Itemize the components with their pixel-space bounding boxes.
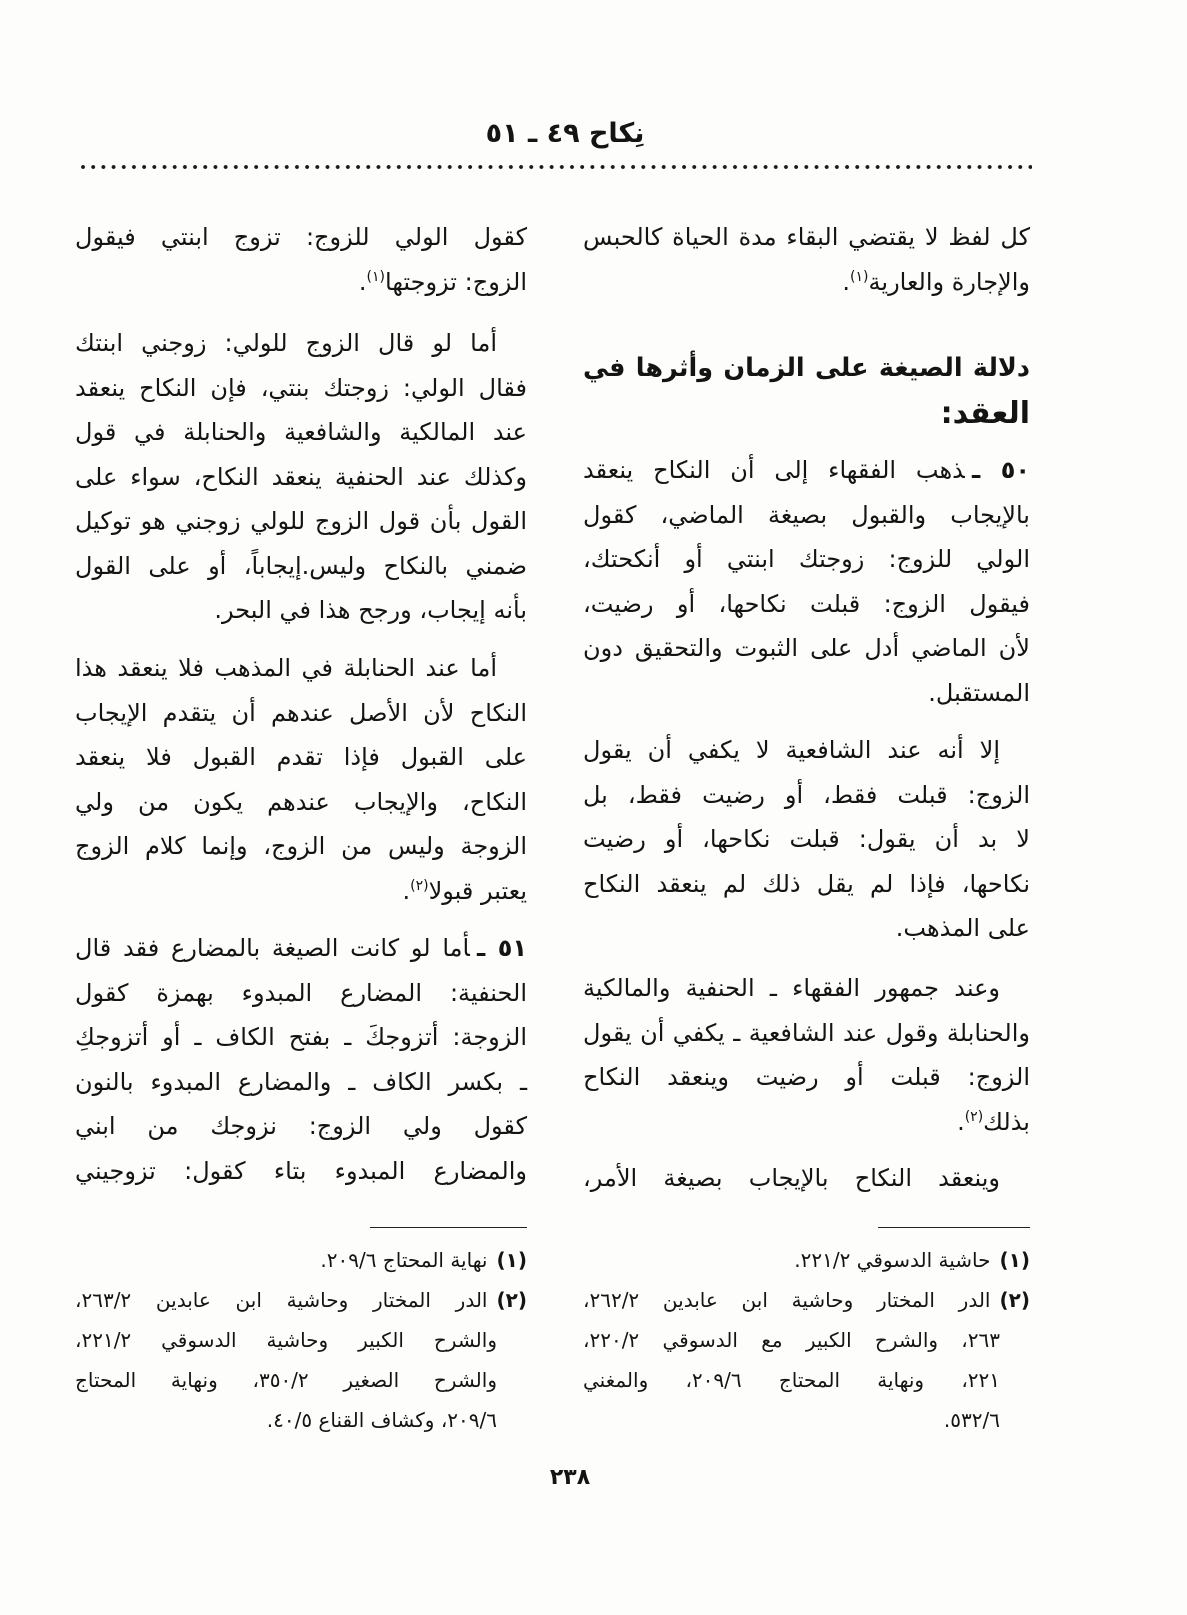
text-line: الزوجة: أتزوجكَ ـ بفتح الكاف ـ أو أتزوجكِ <box>75 1023 527 1051</box>
text-line: الزوج: قبلت أو رضيت وينعقد النكاح <box>583 1063 1030 1091</box>
text-line <box>75 926 527 971</box>
paragraph-amr <box>583 1156 1030 1201</box>
footnote-2 <box>583 1280 1030 1440</box>
text-line <box>75 869 527 914</box>
text-line: وينعقد النكاح بالإيجاب بصيغة الأمر، <box>583 1164 1000 1192</box>
text-line: وكذلك عند الحنفية ينعقد النكاح، سواء على <box>75 462 527 491</box>
footnote-ref: (١) <box>850 268 869 285</box>
footnote-marker: (١) <box>999 1248 1030 1272</box>
text-line: على القبول فإذا تقدم القبول فلا ينعقد <box>75 743 527 771</box>
footnote-marker: (١) <box>496 1248 527 1272</box>
paragraph-jumhur <box>583 966 1030 1144</box>
text-line: والحنابلة وقول عند الشافعية ـ يكفي أن يقول <box>583 1018 1030 1047</box>
footnote-line: والشرح الكبير وحاشية الدسوقي ٢٢١/٢، <box>75 1328 497 1352</box>
footnote-ref: (١) <box>366 268 386 285</box>
section-heading <box>583 345 1030 437</box>
text-line: والمضارع المبدوء بتاء كقول: تزوجيني <box>75 1156 527 1185</box>
text-span: والإجارة والعارية <box>868 267 1030 296</box>
text-span: نهاية المحتاج ٢٠٩/٦. <box>320 1248 488 1272</box>
page-number: ٢٣٨ <box>549 1465 591 1490</box>
text-line: كقول الولي للزوج: تزوج ابنتي فيقول <box>75 223 527 251</box>
footnote-ref: (٢) <box>410 877 429 894</box>
text-line <box>583 260 1030 305</box>
paragraph-51 <box>75 926 527 1193</box>
footnote-1 <box>583 1240 1030 1280</box>
text-span: الدر المختار وحاشية ابن عابدين ٢٦٣/٢، <box>75 1288 488 1312</box>
text-line: لا بد أن يقول: قبلت نكاحها، أو رضيت <box>583 825 1030 853</box>
text-span: الزوج: تزوجتها <box>385 267 527 296</box>
footnote-line <box>75 1240 527 1280</box>
text-line: بأنه إيجاب، ورجح هذا في البحر. <box>214 596 527 624</box>
footnote-line: ٥٣٢/٦. <box>943 1408 1000 1432</box>
heading-line: العقد: <box>940 396 1030 431</box>
text-span: يعتبر قبولا <box>428 876 527 905</box>
footnote-line: ٢٢١، ونهاية المحتاج ٢٠٩/٦، والمغني <box>583 1368 1001 1392</box>
text-line: كقول ولي الزوج: نزوجك من ابني <box>75 1112 527 1140</box>
running-header: نِكاح ٤٩ ـ ٥١ <box>485 118 645 149</box>
text-line: نكاحها، فإذا لم يقل ذلك لم ينعقد النكاح <box>583 869 1030 898</box>
footnote-separator-right <box>878 1227 1030 1228</box>
text-line: الولي للزوج: زوجتك ابنتي أو أنكحتك، <box>583 545 1030 573</box>
paragraph-hanabila <box>75 646 527 913</box>
footnote-2 <box>75 1280 527 1440</box>
text-line: النكاح، والإيجاب عندهم يكون من ولي <box>75 787 527 816</box>
text-span: حاشية الدسوقي ٢٢١/٢. <box>794 1248 991 1272</box>
text-line: أما لو قال الزوج للولي: زوجني ابنتك <box>75 329 497 357</box>
text-line: فقال الولي: زوجتك بنتي، فإن النكاح ينعقد <box>75 373 527 402</box>
footnote-ref: (٢) <box>964 1108 984 1125</box>
text-span: الدر المختار وحاشية ابن عابدين ٢٦٢/٢، <box>583 1288 991 1312</box>
paragraph-intro <box>75 215 527 304</box>
section-number: ٥٠ ـ <box>971 456 1031 484</box>
paragraph-intro <box>583 215 1030 304</box>
section-number: ٥١ ـ <box>477 934 527 962</box>
text-span: . <box>358 267 367 296</box>
text-line: الزوج: قبلت فقط، أو رضيت فقط، بل <box>583 780 1030 809</box>
footnote-separator-left <box>370 1227 527 1228</box>
text-line: فيقول الزوج: قبلت نكاحها، أو رضيت، <box>583 589 1030 618</box>
footnote-line: ٢٦٣، والشرح الكبير مع الدسوقي ٢٢٠/٢، <box>583 1328 1000 1352</box>
text-line: الزوجة وليس من الزوج، وإنما كلام الزوج <box>75 832 527 860</box>
footnote-1 <box>75 1240 527 1280</box>
text-line: كل لفظ لا يقتضي البقاء مدة الحياة كالحبس <box>583 223 1030 251</box>
footnote-line <box>75 1280 527 1320</box>
text-line: عند المالكية والشافعية والحنابلة في قول <box>75 418 527 446</box>
paragraph-wali <box>75 321 527 633</box>
text-line: الحنفية: المضارع المبدوء بهمزة كقول <box>75 978 527 1007</box>
text-span: . <box>957 1107 965 1136</box>
text-span: أما لو كانت الصيغة بالمضارع فقد قال <box>75 934 470 962</box>
footnote-line: ٢٠٩/٦، وكشاف القناع ٤٠/٥. <box>266 1408 497 1432</box>
text-line: النكاح لأن الأصل عندهم أن يتقدم الإيجاب <box>75 698 527 727</box>
heading-line: دلالة الصيغة على الزمان وأثرها في <box>583 353 1030 383</box>
text-line: ضمني بالنكاح وليس.إيجاباً، أو على القول <box>75 551 527 580</box>
header-dotted-rule <box>80 164 1032 170</box>
text-line: على المذهب. <box>895 914 1030 942</box>
text-line <box>583 448 1030 493</box>
paragraph-50 <box>583 448 1030 715</box>
footnote-marker: (٢) <box>496 1288 527 1312</box>
text-span: بذلك <box>983 1107 1030 1136</box>
footnote-line <box>583 1240 1030 1280</box>
text-line <box>583 1100 1030 1145</box>
text-line: ـ بكسر الكاف ـ والمضارع المبدوء بالنون <box>75 1067 527 1096</box>
text-span: ذهب الفقهاء إلى أن النكاح ينعقد <box>583 456 965 484</box>
text-line: المستقبل. <box>928 678 1030 707</box>
text-line: القول بأن قول الزوج للولي زوجني هو توكيل <box>75 507 527 535</box>
paragraph-shafiiyya <box>583 728 1030 951</box>
text-line: وعند جمهور الفقهاء ـ الحنفية والمالكية <box>583 974 1000 1002</box>
text-span: . <box>402 876 411 905</box>
text-line: لأن الماضي أدل على الثبوت والتحقيق دون <box>583 634 1030 662</box>
text-line: إلا أنه عند الشافعية لا يكفي أن يقول <box>583 736 1000 764</box>
text-span: . <box>842 267 851 296</box>
footnote-line <box>583 1280 1030 1320</box>
footnote-line: والشرح الصغير ٣٥٠/٢، ونهاية المحتاج <box>75 1368 497 1392</box>
text-line: أما عند الحنابلة في المذهب فلا ينعقد هذا <box>75 654 497 682</box>
footnote-marker: (٢) <box>999 1288 1030 1312</box>
text-line: بالإيجاب والقبول بصيغة الماضي، كقول <box>583 500 1030 529</box>
text-line <box>75 260 527 305</box>
